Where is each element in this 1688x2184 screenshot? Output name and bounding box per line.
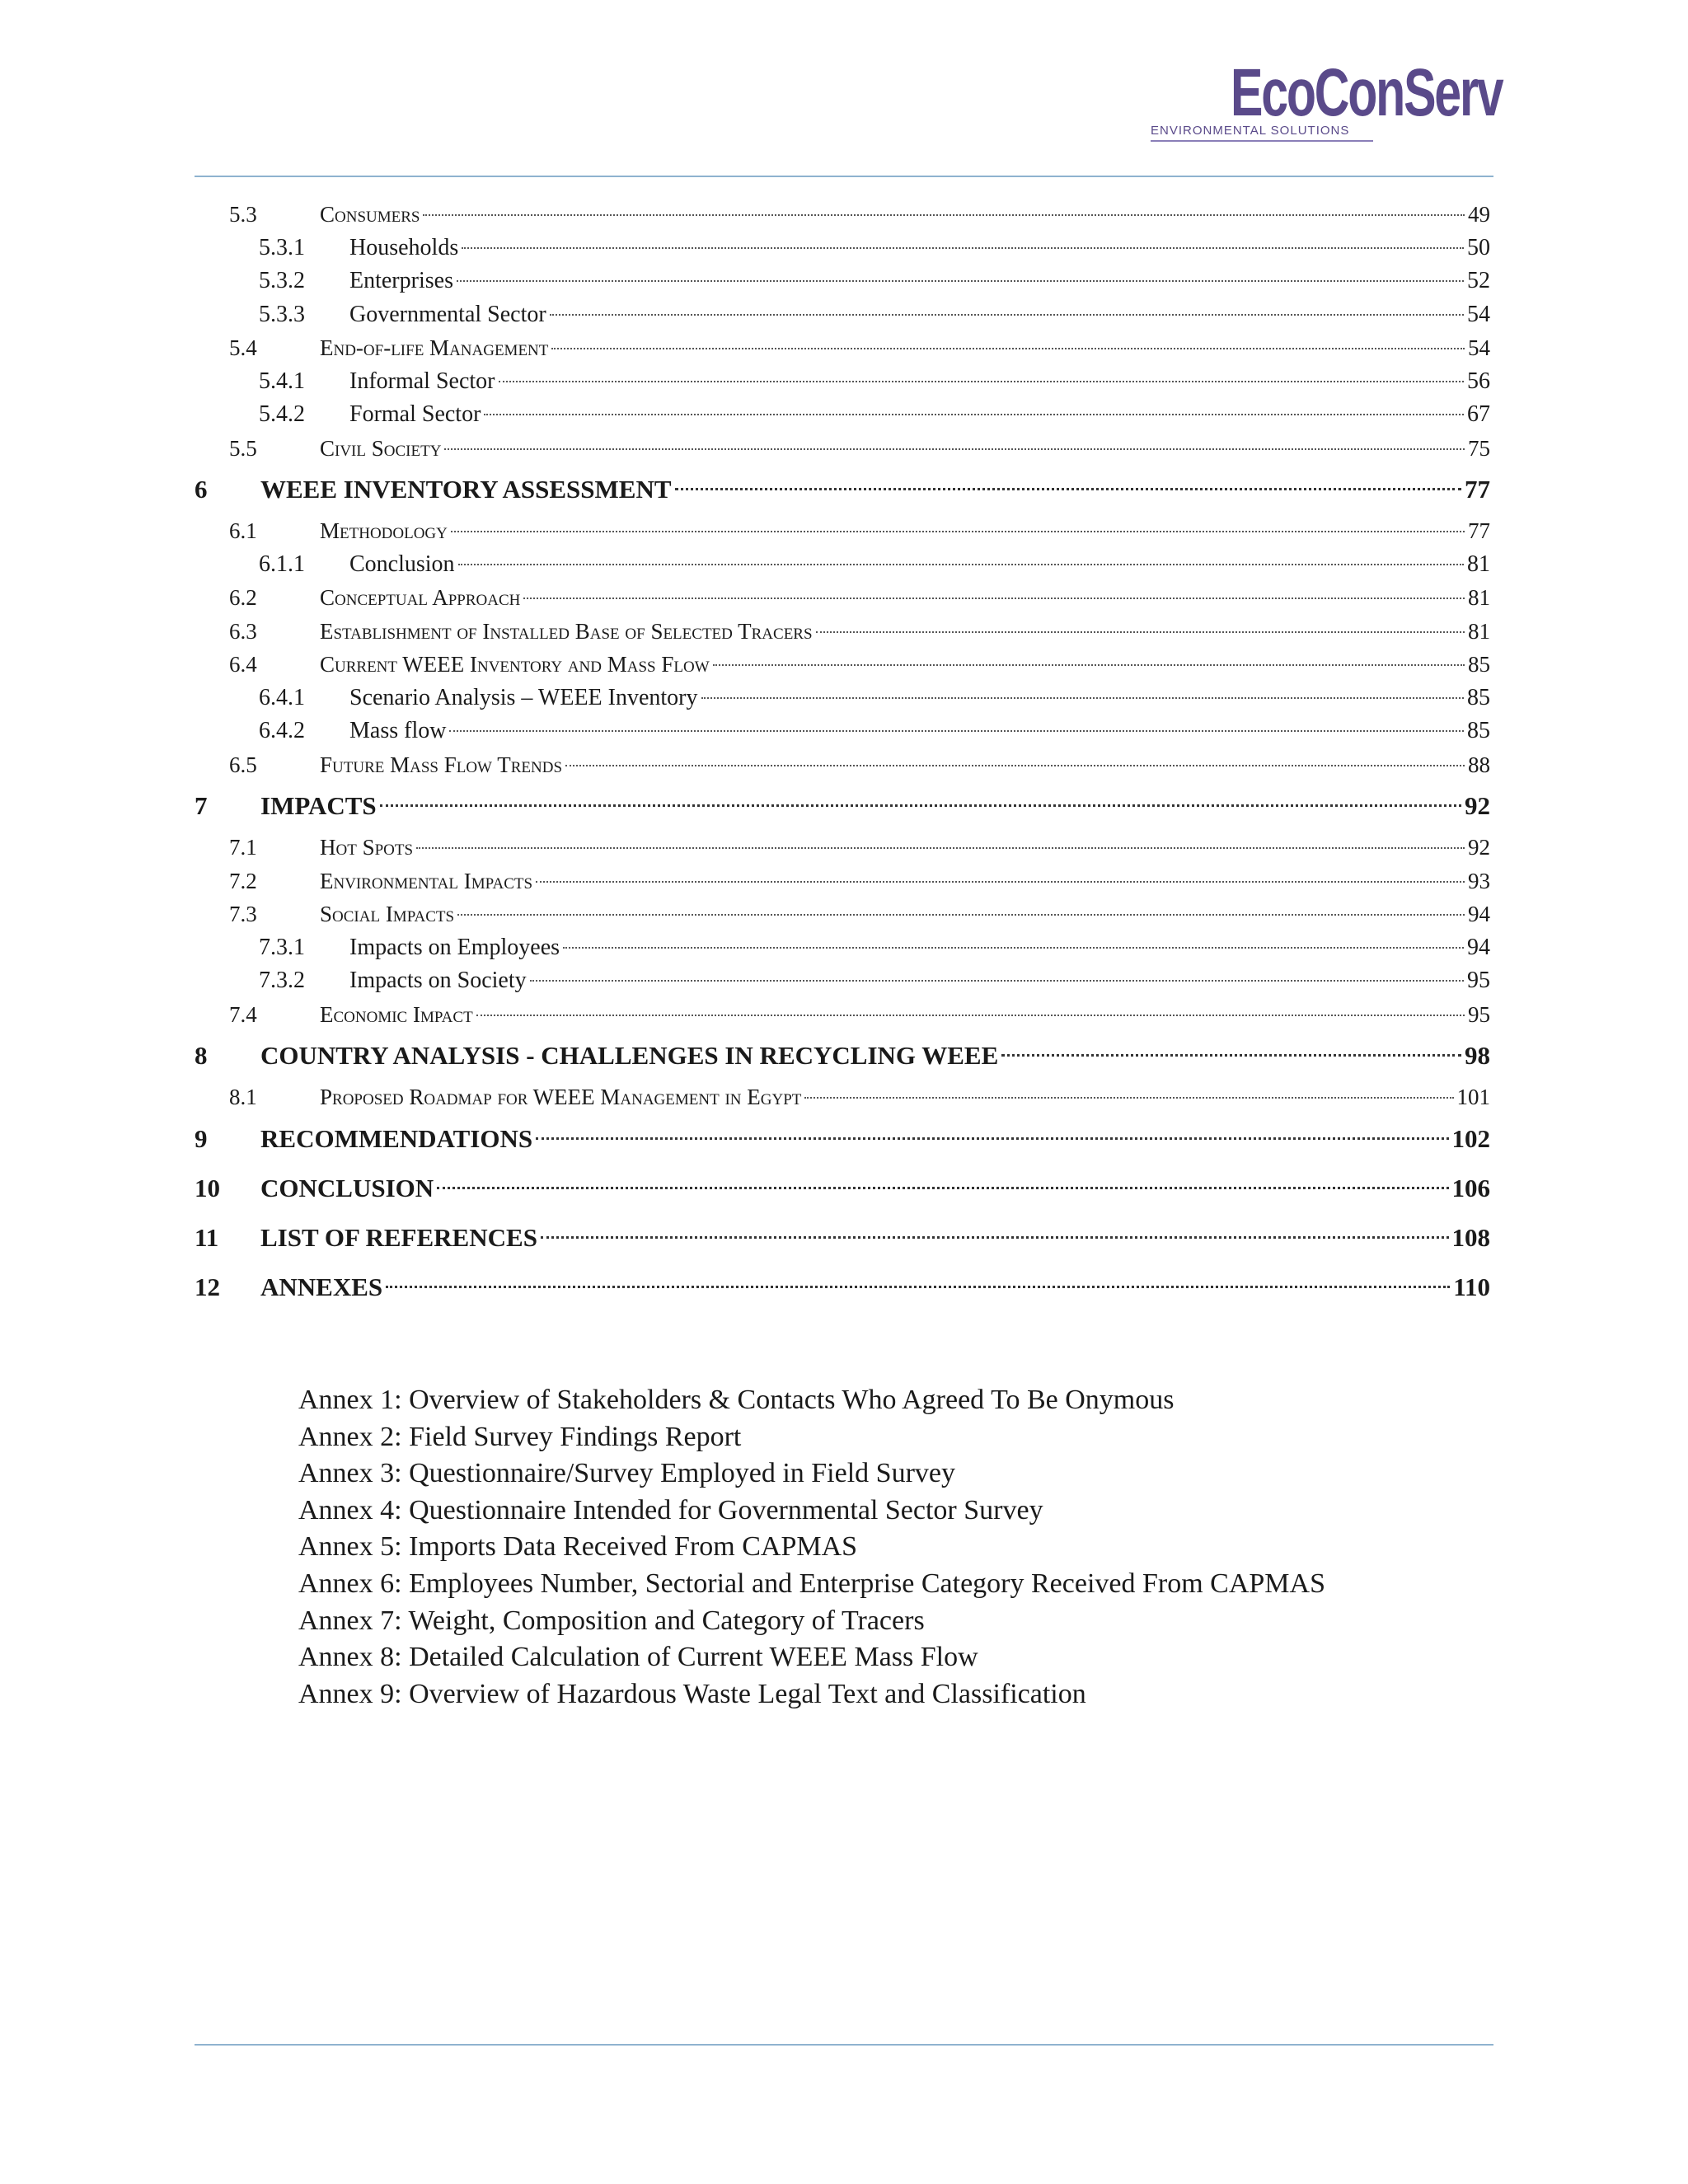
toc-dot-leader bbox=[541, 1236, 1449, 1239]
toc-page-number: 54 bbox=[1467, 301, 1490, 327]
toc-entry-title: Consumers bbox=[320, 202, 420, 227]
toc-entry-number: 6.5 bbox=[229, 752, 257, 777]
toc-dot-leader bbox=[675, 488, 1461, 490]
toc-entry-title: Methodology bbox=[320, 518, 448, 543]
header-divider bbox=[195, 176, 1493, 177]
toc-entry-number: 6.1.1 bbox=[259, 551, 305, 577]
toc-entry-number: 5.4.1 bbox=[259, 368, 305, 394]
toc-page-number: 81 bbox=[1468, 585, 1490, 610]
toc-subsection-entry[interactable] bbox=[195, 298, 1493, 332]
toc-dot-leader bbox=[523, 598, 1465, 599]
toc-dot-leader bbox=[444, 448, 1465, 450]
toc-entry-title: Social Impacts bbox=[320, 902, 455, 926]
toc-chapter-entry[interactable] bbox=[195, 1263, 1493, 1312]
toc-chapter-entry[interactable] bbox=[195, 781, 1493, 831]
toc-chapter-entry[interactable] bbox=[195, 465, 1493, 514]
toc-section-entry[interactable] bbox=[195, 198, 1493, 232]
toc-entry-number: 6.2 bbox=[229, 585, 257, 610]
toc-entry-title: WEEE INVENTORY ASSESSMENT bbox=[260, 475, 672, 504]
toc-entry-title: Enterprises bbox=[349, 268, 453, 293]
annex-list bbox=[298, 1382, 1325, 1713]
toc-entry-title: Civil Society bbox=[320, 435, 442, 461]
toc-entry-number: 5.3.3 bbox=[259, 301, 305, 327]
toc-page-number: 85 bbox=[1467, 684, 1490, 710]
toc-section-entry[interactable] bbox=[195, 432, 1493, 466]
toc-dot-leader bbox=[437, 1187, 1448, 1189]
toc-entry-number: 5.3.1 bbox=[259, 234, 305, 260]
toc-section-entry[interactable] bbox=[195, 648, 1493, 682]
company-logo bbox=[1144, 55, 1503, 150]
annex-item: Annex 2: Field Survey Findings Report bbox=[298, 1421, 742, 1452]
toc-entry-title: Households bbox=[349, 234, 459, 260]
toc-dot-leader bbox=[816, 631, 1465, 633]
toc-page-number: 94 bbox=[1467, 934, 1490, 960]
toc-section-entry[interactable] bbox=[195, 998, 1493, 1032]
toc-dot-leader bbox=[499, 381, 1465, 382]
logo-underline bbox=[1151, 140, 1373, 142]
toc-entry-number: 7.3 bbox=[229, 902, 257, 926]
toc-page-number: 102 bbox=[1451, 1123, 1490, 1153]
annex-item: Annex 3: Questionnaire/Survey Employed in Field Survey bbox=[298, 1458, 955, 1489]
toc-page-number: 52 bbox=[1467, 268, 1490, 293]
toc-entry-title: Future Mass Flow Trends bbox=[320, 752, 563, 777]
toc-subsection-entry[interactable] bbox=[195, 715, 1493, 748]
footer-divider bbox=[195, 2044, 1493, 2046]
toc-chapter-entry[interactable] bbox=[195, 1164, 1493, 1213]
toc-entry-number: 8.1 bbox=[229, 1085, 257, 1109]
toc-entry-title: ANNEXES bbox=[260, 1272, 383, 1301]
toc-entry-title: IMPACTS bbox=[260, 791, 377, 820]
toc-page-number: 93 bbox=[1468, 868, 1490, 893]
toc-entry-number: 5.4.2 bbox=[259, 401, 305, 427]
toc-section-entry[interactable] bbox=[195, 581, 1493, 615]
toc-page-number: 95 bbox=[1467, 968, 1490, 993]
toc-page-number: 92 bbox=[1465, 791, 1490, 820]
toc-entry-title: Scenario Analysis – WEEE Inventory bbox=[349, 684, 698, 710]
toc-page-number: 77 bbox=[1468, 518, 1490, 543]
toc-section-entry[interactable] bbox=[195, 898, 1493, 931]
toc-entry-number: 5.5 bbox=[229, 435, 257, 461]
toc-entry-title: CONCLUSION bbox=[260, 1173, 434, 1202]
toc-chapter-entry[interactable] bbox=[195, 1213, 1493, 1263]
toc-page-number: 67 bbox=[1467, 401, 1490, 427]
toc-section-entry[interactable] bbox=[195, 831, 1493, 865]
toc-dot-leader bbox=[563, 947, 1464, 949]
toc-page-number: 94 bbox=[1468, 902, 1490, 926]
annex-item: Annex 4: Questionnaire Intended for Governmental Sector Survey bbox=[298, 1494, 1043, 1526]
toc-dot-leader bbox=[458, 564, 1464, 565]
toc-entry-number: 7.3.2 bbox=[259, 968, 305, 993]
toc-entry-number: 6.3 bbox=[229, 618, 257, 644]
toc-dot-leader bbox=[1001, 1054, 1461, 1057]
toc-dot-leader bbox=[701, 697, 1464, 699]
annex-item: Annex 7: Weight, Composition and Category of Tracers bbox=[298, 1605, 925, 1636]
toc-page-number: 106 bbox=[1451, 1173, 1490, 1202]
toc-dot-leader bbox=[550, 314, 1464, 316]
toc-entry-title: Environmental Impacts bbox=[320, 868, 533, 893]
toc-dot-leader bbox=[386, 1286, 1450, 1288]
toc-page-number: 49 bbox=[1468, 202, 1490, 227]
toc-dot-leader bbox=[484, 414, 1464, 415]
toc-dot-leader bbox=[551, 348, 1465, 349]
toc-entry-title: Conceptual Approach bbox=[320, 585, 521, 610]
logo-tagline: ENVIRONMENTAL SOLUTIONS bbox=[1151, 124, 1350, 138]
toc-entry-number: 5.4 bbox=[229, 335, 257, 360]
toc-dot-leader bbox=[536, 881, 1465, 883]
toc-page-number: 50 bbox=[1467, 234, 1490, 260]
toc-entry-number: 6 bbox=[195, 475, 208, 504]
toc-entry-title: Establishment of Installed Base of Selected Tracers bbox=[320, 618, 813, 644]
toc-entry-number: 7.1 bbox=[229, 835, 257, 860]
toc-section-entry[interactable] bbox=[195, 1080, 1493, 1114]
toc-entry-number: 6.4.1 bbox=[259, 684, 305, 710]
toc-dot-leader bbox=[423, 214, 1465, 216]
toc-entry-number: 10 bbox=[195, 1173, 220, 1202]
toc-page-number: 54 bbox=[1468, 335, 1490, 360]
toc-entry-title: Hot Spots bbox=[320, 835, 414, 860]
toc-entry-title: Impacts on Society bbox=[349, 968, 527, 993]
toc-entry-title: COUNTRY ANALYSIS - CHALLENGES IN RECYCLING WEEE bbox=[260, 1041, 999, 1070]
toc-entry-title: Conclusion bbox=[349, 551, 455, 577]
annex-item: Annex 9: Overview of Hazardous Waste Legal Text and Classification bbox=[298, 1678, 1086, 1709]
toc-entry-title: RECOMMENDATIONS bbox=[260, 1123, 533, 1153]
toc-dot-leader bbox=[451, 531, 1465, 532]
toc-entry-number: 6.4.2 bbox=[259, 718, 305, 743]
toc-section-entry[interactable] bbox=[195, 514, 1493, 548]
toc-entry-title: Current WEEE Inventory and Mass Flow bbox=[320, 652, 710, 677]
toc-section-entry[interactable] bbox=[195, 331, 1493, 365]
toc-section-entry[interactable] bbox=[195, 748, 1493, 782]
toc-entry-title: Formal Sector bbox=[349, 401, 481, 427]
toc-section-entry[interactable] bbox=[195, 615, 1493, 649]
annex-item: Annex 8: Detailed Calculation of Current WEEE Mass Flow bbox=[298, 1642, 978, 1673]
toc-entry-number: 7.2 bbox=[229, 868, 257, 893]
toc-page-number: 77 bbox=[1465, 475, 1490, 504]
toc-dot-leader bbox=[476, 1015, 1465, 1016]
toc-dot-leader bbox=[380, 804, 1461, 807]
table-of-contents bbox=[195, 198, 1493, 1312]
toc-subsection-entry[interactable] bbox=[195, 398, 1493, 432]
toc-page-number: 108 bbox=[1451, 1222, 1490, 1252]
toc-page-number: 85 bbox=[1468, 652, 1490, 677]
toc-page-number: 88 bbox=[1468, 752, 1490, 777]
toc-dot-leader bbox=[449, 730, 1464, 732]
toc-entry-number: 5.3 bbox=[229, 202, 257, 227]
logo-wordmark: EcoConServ bbox=[1231, 55, 1503, 130]
toc-entry-title: Impacts on Employees bbox=[349, 934, 560, 960]
toc-page-number: 98 bbox=[1465, 1041, 1490, 1070]
toc-entry-title: Proposed Roadmap for WEEE Management in Egypt bbox=[320, 1085, 802, 1109]
toc-subsection-entry[interactable] bbox=[195, 265, 1493, 298]
toc-entry-title: Governmental Sector bbox=[349, 301, 546, 327]
toc-dot-leader bbox=[457, 280, 1464, 282]
toc-entry-number: 5.3.2 bbox=[259, 268, 305, 293]
toc-entry-number: 9 bbox=[195, 1123, 208, 1153]
toc-section-entry[interactable] bbox=[195, 865, 1493, 898]
toc-subsection-entry[interactable] bbox=[195, 964, 1493, 998]
toc-dot-leader bbox=[804, 1097, 1453, 1099]
toc-entry-number: 7 bbox=[195, 791, 208, 820]
annex-item: Annex 1: Overview of Stakeholders & Contacts Who Agreed To Be Onymous bbox=[298, 1385, 1175, 1415]
toc-entry-title: Mass flow bbox=[349, 718, 447, 743]
toc-entry-number: 12 bbox=[195, 1272, 220, 1301]
toc-entry-number: 11 bbox=[195, 1222, 219, 1252]
toc-page-number: 81 bbox=[1468, 618, 1490, 644]
toc-dot-leader bbox=[462, 247, 1464, 249]
toc-subsection-entry[interactable] bbox=[195, 931, 1493, 965]
toc-chapter-entry[interactable] bbox=[195, 1114, 1493, 1164]
toc-entry-title: End-of-life Management bbox=[320, 335, 549, 360]
toc-page-number: 110 bbox=[1453, 1272, 1490, 1301]
toc-page-number: 95 bbox=[1468, 1001, 1490, 1027]
toc-page-number: 81 bbox=[1467, 551, 1490, 577]
toc-chapter-entry[interactable] bbox=[195, 1031, 1493, 1080]
toc-dot-leader bbox=[457, 914, 1465, 916]
toc-entry-number: 7.4 bbox=[229, 1001, 257, 1027]
toc-page-number: 92 bbox=[1468, 835, 1490, 860]
toc-dot-leader bbox=[713, 664, 1465, 666]
annex-item: Annex 6: Employees Number, Sectorial and Enterprise Category Received From CAPMAS bbox=[298, 1568, 1325, 1599]
toc-subsection-entry[interactable] bbox=[195, 548, 1493, 582]
toc-dot-leader bbox=[565, 765, 1465, 766]
toc-subsection-entry[interactable] bbox=[195, 232, 1493, 265]
toc-entry-number: 6.1 bbox=[229, 518, 257, 543]
toc-entry-title: LIST OF REFERENCES bbox=[260, 1222, 537, 1252]
toc-subsection-entry[interactable] bbox=[195, 682, 1493, 715]
toc-entry-title: Economic Impact bbox=[320, 1001, 473, 1027]
toc-page-number: 56 bbox=[1467, 368, 1490, 394]
toc-entry-number: 6.4 bbox=[229, 652, 257, 677]
toc-page-number: 75 bbox=[1468, 435, 1490, 461]
toc-subsection-entry[interactable] bbox=[195, 365, 1493, 399]
toc-entry-title: Informal Sector bbox=[349, 368, 495, 394]
toc-dot-leader bbox=[416, 847, 1465, 849]
toc-dot-leader bbox=[536, 1137, 1448, 1140]
toc-dot-leader bbox=[530, 980, 1464, 982]
toc-entry-number: 8 bbox=[195, 1041, 208, 1070]
toc-entry-number: 7.3.1 bbox=[259, 934, 305, 960]
toc-page-number: 101 bbox=[1456, 1085, 1490, 1109]
annex-item: Annex 5: Imports Data Received From CAPMAS bbox=[298, 1531, 858, 1563]
toc-page-number: 85 bbox=[1467, 718, 1490, 743]
